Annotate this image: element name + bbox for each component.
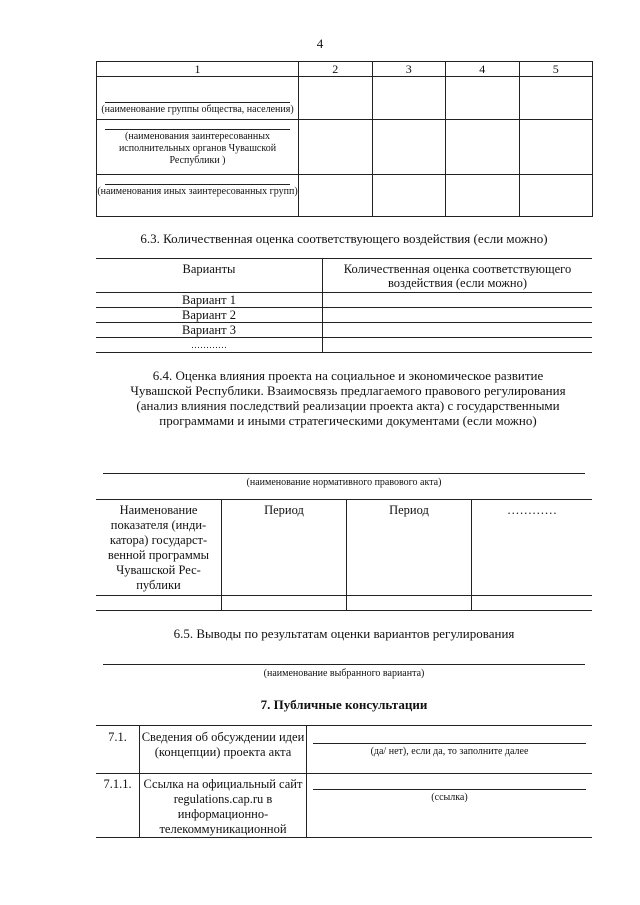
col-header-indicator: Наименование показателя (инди-катора) государст-венной программы Чувашской Рес-публики: [96, 500, 222, 596]
col-header-estimate: Количественная оценка соответствующего воздействия (если можно): [323, 259, 593, 293]
col-header-period-2: Период: [347, 500, 472, 596]
table-row: [97, 77, 593, 120]
table-cell: [446, 120, 520, 175]
section-6-4-title: 6.4. Оценка влияния проекта на социальное и экономическое развитие Чувашской Республики. Взаимосвязь предлагаемого правового регулирования (анализ влияния последствий реализации проекта акта) с государственными программами и иными стратегическими документами (если можно): [130, 368, 566, 428]
table-cell: [323, 338, 593, 353]
section-7-title: 7. Публичные консультации: [260, 697, 428, 712]
other-groups-caption: (наименования иных заинтересованных групп): [97, 186, 298, 197]
indicators-table: [96, 499, 592, 611]
table-cell: [372, 120, 446, 175]
row-label-cell: [97, 120, 299, 175]
page-number: 4: [316, 36, 324, 51]
variant-label: Вариант 2: [96, 308, 323, 323]
act-name-line: [103, 473, 585, 474]
table-cell: [519, 175, 593, 217]
table-cell: [299, 77, 373, 120]
stakeholder-table: [96, 61, 593, 217]
col-header-5: 5: [519, 62, 593, 77]
table-cell: [519, 77, 593, 120]
table-row: [96, 726, 592, 774]
row-label-cell: [97, 175, 299, 217]
row-label: Сведения об обсуждении идеи (концепции) проекта акта: [140, 726, 307, 774]
table-cell: [372, 77, 446, 120]
act-name-caption: (наименование нормативного правового акта): [246, 477, 442, 488]
table-header-row: [97, 62, 593, 77]
variant-label: Вариант 1: [96, 293, 323, 308]
table-cell: [347, 596, 472, 611]
section-6-5-title: 6.5. Выводы по результатам оценки вариантов регулирования: [173, 626, 515, 641]
answer-caption: (да/ нет), если да, то заполните далее: [370, 746, 529, 757]
table-row: [96, 308, 592, 323]
table-row: [97, 175, 593, 217]
table-row: [97, 120, 593, 175]
col-header-more: …………: [472, 500, 593, 596]
row-label-cell: [97, 77, 299, 120]
table-row: [96, 500, 592, 596]
row-number: 7.1.1.: [96, 774, 140, 838]
table-cell: [446, 77, 520, 120]
table-header-row: [96, 259, 592, 293]
col-header-variants: Варианты: [96, 259, 323, 293]
variants-table: [96, 258, 592, 353]
authorities-caption: (наименования заинтересованных исполнительных органов Чувашской Республики ): [118, 131, 277, 166]
table-row: [96, 338, 592, 353]
table-cell: [299, 175, 373, 217]
table-row: [96, 774, 592, 838]
variant-name-caption: (наименование выбранного варианта): [263, 668, 425, 679]
consultations-table: [96, 725, 592, 838]
col-header-1: 1: [97, 62, 299, 77]
table-cell: [519, 120, 593, 175]
group-caption: (наименование группы общества, населения): [101, 104, 294, 115]
table-cell: [323, 323, 593, 338]
col-header-2: 2: [299, 62, 373, 77]
row-number: 7.1.: [96, 726, 140, 774]
variant-label: Вариант 3: [96, 323, 323, 338]
table-row: [96, 293, 592, 308]
table-cell: [299, 120, 373, 175]
table-cell: [472, 596, 593, 611]
table-row: [96, 596, 592, 611]
variant-label: …………: [96, 338, 323, 353]
table-cell: [446, 175, 520, 217]
table-cell: [222, 596, 347, 611]
table-row: [96, 323, 592, 338]
row-answer-cell: [307, 726, 593, 774]
table-cell: [323, 308, 593, 323]
col-header-4: 4: [446, 62, 520, 77]
variant-name-line: [103, 664, 585, 665]
table-cell: [96, 596, 222, 611]
table-cell: [372, 175, 446, 217]
link-caption: (ссылка): [431, 792, 468, 803]
col-header-3: 3: [372, 62, 446, 77]
section-6-3-title: 6.3. Количественная оценка соответствующего воздействия (если можно): [140, 231, 548, 246]
table-cell: [323, 293, 593, 308]
row-label: Ссылка на официальный сайт regulations.cap.ru в информационно-телекоммуникационной: [140, 774, 307, 838]
row-answer-cell: [307, 774, 593, 838]
col-header-period-1: Период: [222, 500, 347, 596]
